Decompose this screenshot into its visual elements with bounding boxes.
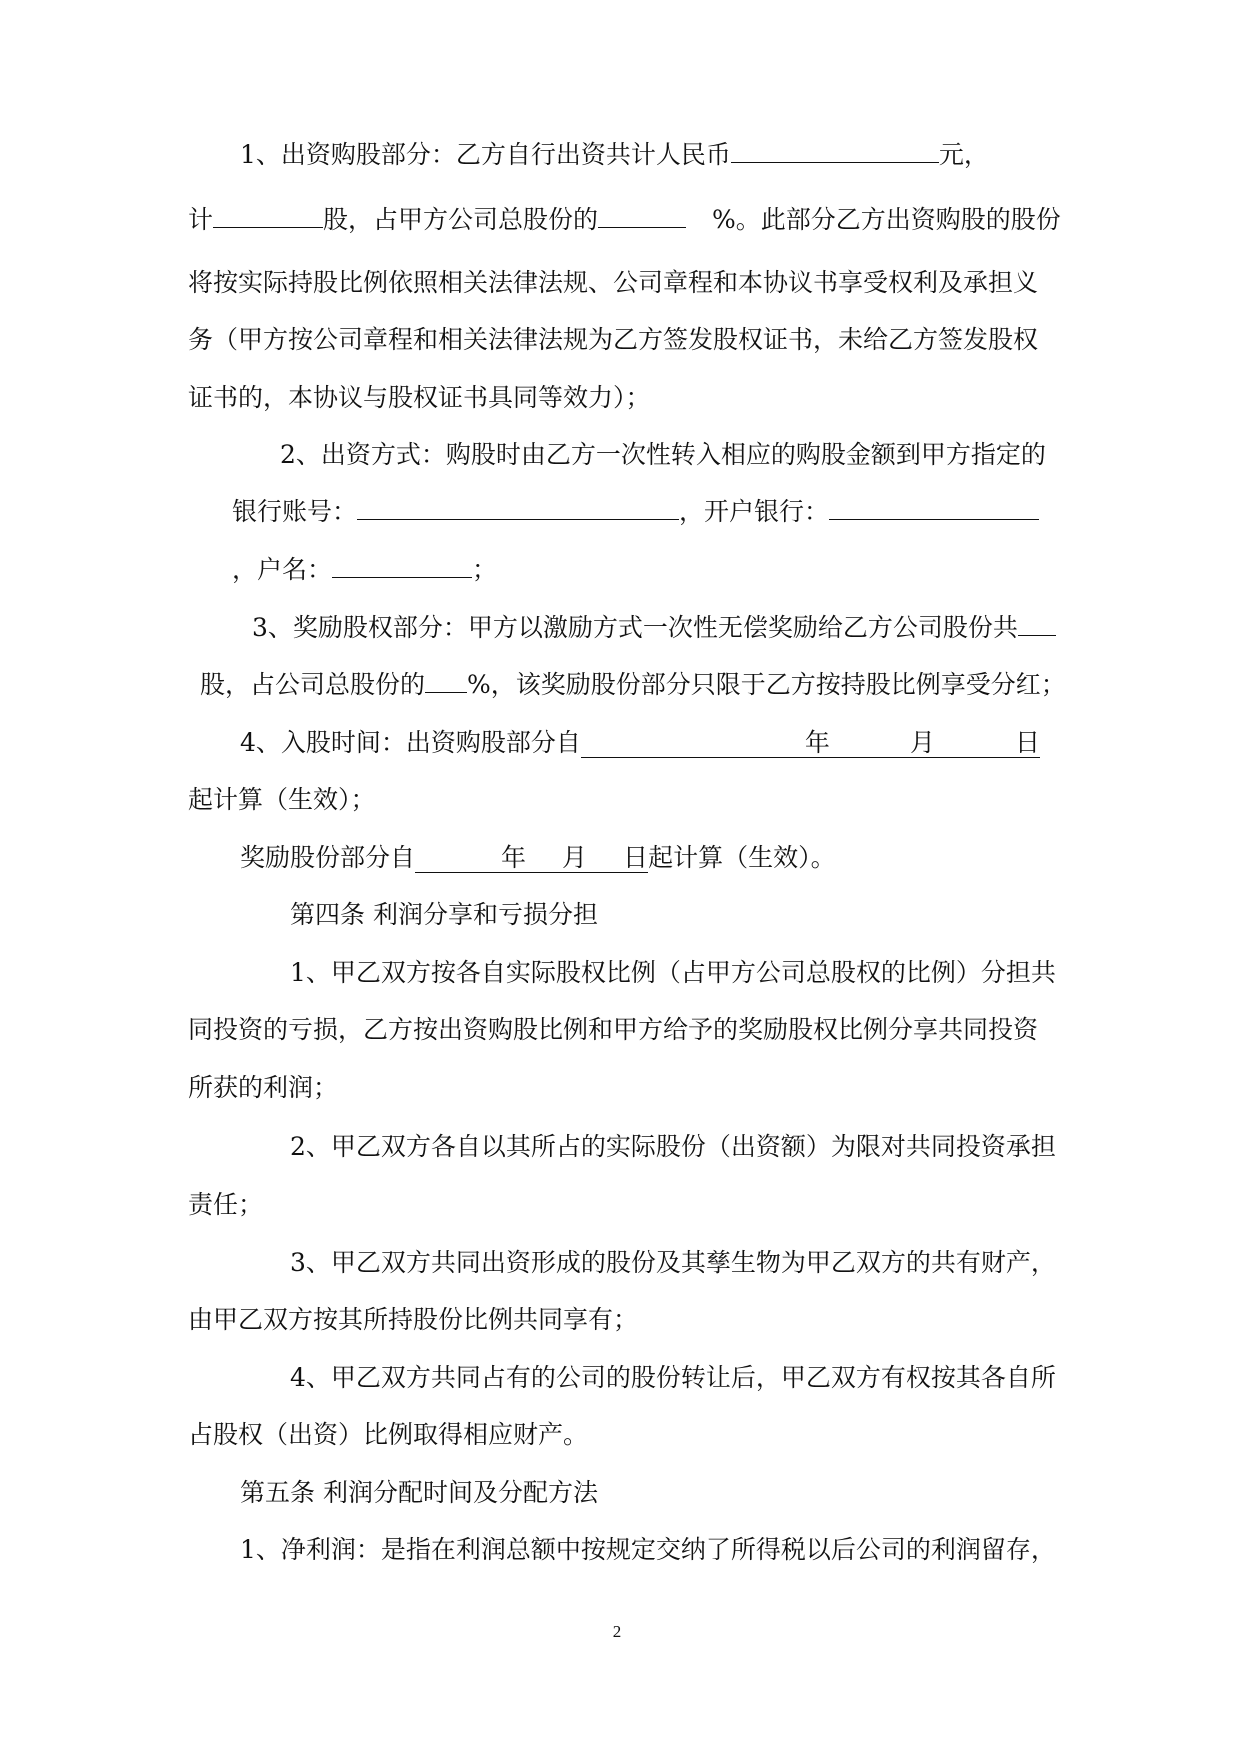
- clause5-p1-line1: 1、净利润：是指在利润总额中按规定交纳了所得税以后公司的利润留存，: [240, 1535, 1056, 1564]
- clause4-p1-line1: 1、甲乙双方按各自实际股权比例（占甲方公司总股权的比例）分担共: [290, 958, 1056, 987]
- purchase-date-blank[interactable]: [581, 728, 1040, 758]
- item2-text-e: ；: [472, 555, 498, 584]
- item1-text-e: %。此部分乙方出资购股的股份: [712, 205, 1061, 234]
- clause4-p1-line2: 同投资的亏损，乙方按出资购股比例和甲方给予的奖励股权比例分享共同投资: [188, 1015, 1039, 1044]
- clause4-p2-line2: 责任；: [188, 1190, 264, 1219]
- account-holder-blank[interactable]: [332, 555, 472, 578]
- month-label: 月: [909, 728, 935, 757]
- bank-account-blank[interactable]: [357, 497, 679, 520]
- page-number: 2: [612, 1622, 622, 1641]
- item2-line1: 2、出资方式：购股时由乙方一次性转入相应的购股金额到甲方指定的: [280, 440, 1046, 469]
- shares-blank[interactable]: [213, 205, 323, 228]
- amount-blank[interactable]: [731, 140, 939, 163]
- item4-line3: [240, 843, 836, 873]
- item1-text-d: 股，占甲方公司总股份的: [323, 205, 599, 234]
- bank-name-blank[interactable]: [829, 497, 1039, 520]
- day-label: 日: [1014, 728, 1040, 757]
- item3-line1: [252, 613, 1056, 643]
- item2-line2: [232, 497, 1039, 527]
- reward-percent-blank[interactable]: [425, 670, 467, 693]
- item1-line2: [188, 205, 1061, 235]
- clause4-p3-line1: 3、甲乙双方共同出资形成的股份及其孳生物为甲乙双方的共有财产，: [290, 1248, 1056, 1277]
- item2-line3: [232, 555, 497, 585]
- month-label: 月: [562, 843, 588, 872]
- item1-line1: [240, 140, 989, 170]
- item3-line2: [200, 670, 1066, 700]
- item3-text-c: %，该奖励股份部分只限于乙方按持股比例享受分红；: [467, 670, 1066, 699]
- item2-text-b: 银行账号：: [232, 497, 358, 526]
- item4-text-c: 奖励股份部分自: [240, 843, 416, 872]
- day-label: 日: [623, 843, 649, 872]
- item1-text-b: 元，: [938, 140, 989, 169]
- clause4-p2-line1: 2、甲乙双方各自以其所占的实际股份（出资额）为限对共同投资承担: [290, 1132, 1056, 1161]
- item1-line5: 证书的，本协议与股权证书具同等效力）；: [188, 383, 651, 412]
- item4-text-d: 起计算（生效）。: [648, 843, 836, 872]
- clause4-heading: 第四条 利润分享和亏损分担: [290, 900, 598, 929]
- item3-text-b: 股，占公司总股份的: [200, 670, 426, 699]
- reward-shares-blank[interactable]: [1018, 613, 1056, 636]
- item1-text-a: 1、出资购股部分：乙方自行出资共计人民币: [240, 140, 731, 169]
- item4-line1: [240, 728, 1040, 758]
- year-label: 年: [804, 728, 830, 757]
- clause4-p4-line2: 占股权（出资）比例取得相应财产。: [188, 1420, 589, 1449]
- clause5-heading: 第五条 利润分配时间及分配方法: [240, 1478, 598, 1507]
- item4-text-a: 4、入股时间：出资购股部分自: [240, 728, 581, 757]
- reward-date-blank[interactable]: [415, 843, 648, 873]
- item4-line2: 起计算（生效）；: [188, 785, 376, 814]
- clause4-p3-line2: 由甲乙双方按其所持股份比例共同享有；: [188, 1305, 639, 1334]
- percent-blank[interactable]: [598, 205, 686, 228]
- clause4-p1-line3: 所获的利润；: [188, 1073, 339, 1102]
- year-label: 年: [501, 843, 527, 872]
- item1-text-c: 计: [188, 205, 214, 234]
- item2-text-d: ，户名：: [232, 555, 333, 584]
- clause4-p4-line1: 4、甲乙双方共同占有的公司的股份转让后，甲乙双方有权按其各自所: [290, 1363, 1056, 1392]
- item1-line3: 将按实际持股比例依照相关法律法规、公司章程和本协议书享受权利及承担义: [188, 268, 1039, 297]
- item3-text-a: 3、奖励股权部分：甲方以激励方式一次性无偿奖励给乙方公司股份共: [252, 613, 1018, 642]
- item1-line4: 务（甲方按公司章程和相关法律法规为乙方签发股权证书，未给乙方签发股权: [188, 325, 1039, 354]
- item2-text-c: ，开户银行：: [679, 497, 830, 526]
